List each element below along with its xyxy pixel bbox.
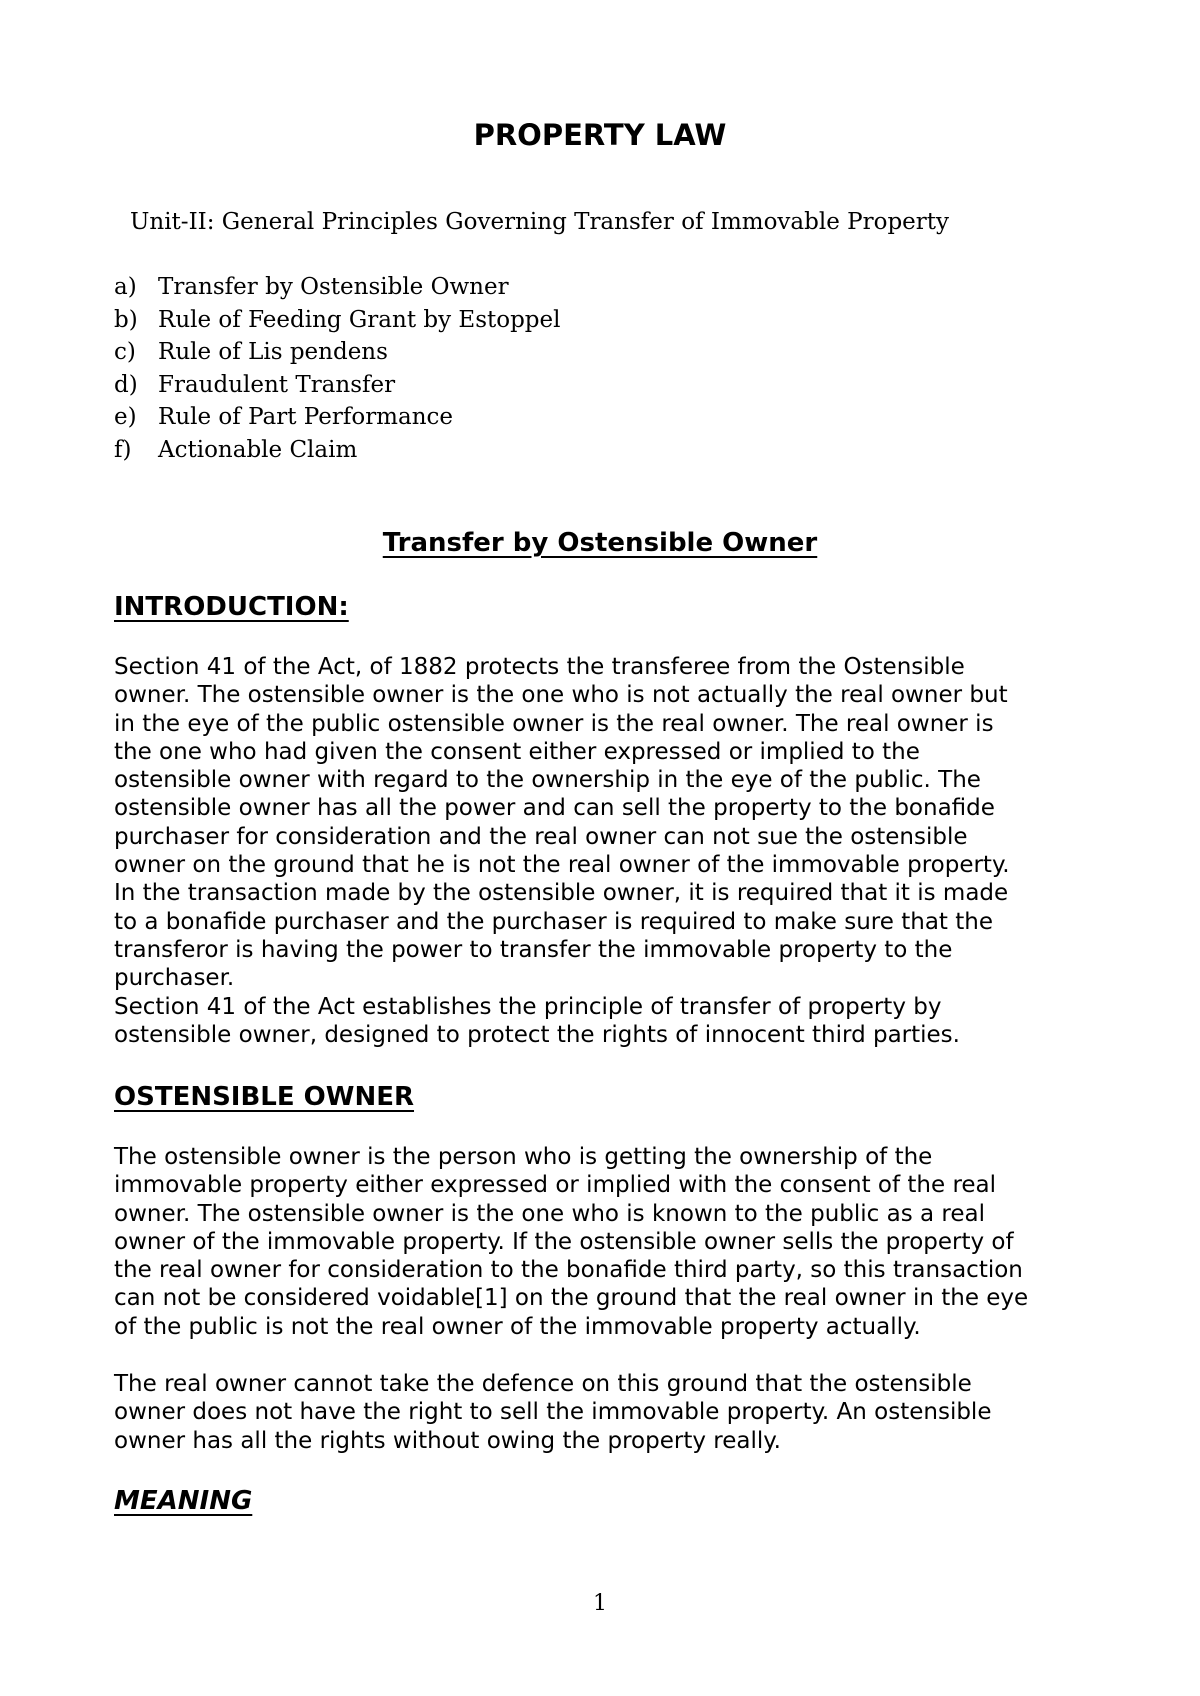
topic-list (114, 271, 561, 466)
text-line: owner has all the rights without owing the property really. (114, 1427, 781, 1454)
text-line: immovable property either expressed or implied with the consent of the real (114, 1172, 997, 1199)
text-line: the one who had given the consent either expressed or implied to the (114, 738, 920, 765)
list-item-label: Actionable Claim (158, 436, 358, 463)
document-title: PROPERTY LAW (473, 118, 727, 152)
text-line: owner on the ground that he is not the real owner of the immovable property. (114, 852, 1010, 879)
text-line: Section 41 of the Act establishes the principle of transfer of property by (114, 993, 942, 1020)
text-line: purchaser. (114, 965, 235, 992)
text-line: ostensible owner, designed to protect the rights of innocent third parties. (114, 1021, 960, 1048)
text-line: ostensible owner with regard to the ownership in the eye of the public. The (114, 767, 981, 794)
text-line: ostensible owner has all the power and can sell the property to the bonafide (114, 795, 995, 822)
introduction-heading: INTRODUCTION: (114, 592, 349, 622)
list-item-marker: d) (114, 371, 138, 398)
list-item (114, 271, 561, 304)
list-item-label: Fraudulent Transfer (158, 371, 396, 398)
list-item-label: Transfer by Ostensible Owner (158, 274, 509, 300)
unit-subtitle: Unit-II: General Principles Governing Transfer of Immovable Property (130, 209, 950, 235)
list-item (114, 336, 561, 369)
list-item-marker: a) (114, 274, 137, 300)
text-line: transferor is having the power to transfer the immovable property to the (114, 936, 953, 963)
list-item-marker: f) (114, 436, 132, 463)
introduction-paragraph (114, 653, 1114, 1049)
list-item-marker: b) (114, 306, 138, 333)
list-item (114, 304, 561, 337)
text-line: the real owner for consideration to the bonafide third party, so this transaction (114, 1257, 1023, 1284)
list-item-label: Rule of Feeding Grant by Estoppel (158, 306, 561, 333)
list-item-marker: c) (114, 339, 136, 365)
text-line: In the transaction made by the ostensible owner, it is required that it is made (114, 880, 1009, 907)
list-item-marker: e) (114, 404, 137, 430)
text-line: of the public is not the real owner of the immovable property actually. (114, 1313, 921, 1340)
text-line: can not be considered voidable[1] on the ground that the real owner in the eye (114, 1285, 1029, 1312)
ostensible-owner-paragraph-2 (114, 1370, 1114, 1455)
text-line: owner. The ostensible owner is the one who is known to the public as a real (114, 1200, 985, 1227)
list-item-label: Rule of Part Performance (158, 404, 454, 430)
text-line: owner. The ostensible owner is the one who is not actually the real owner but (114, 682, 1008, 709)
page-number: 1 (593, 1591, 607, 1616)
text-line: The ostensible owner is the person who is getting the ownership of the (114, 1144, 933, 1170)
text-line: in the eye of the public ostensible owner is the real owner. The real owner is (114, 710, 994, 737)
list-item (114, 369, 561, 402)
text-line: to a bonafide purchaser and the purchaser is required to make sure that the (114, 908, 993, 935)
list-item (114, 401, 561, 434)
text-line: Section 41 of the Act, of 1882 protects the transferee from the Ostensible (114, 654, 965, 680)
text-line: The real owner cannot take the defence on this ground that the ostensible (114, 1371, 972, 1397)
meaning-heading: MEANING (114, 1486, 253, 1516)
section-title: Transfer by Ostensible Owner (382, 528, 818, 558)
list-item (114, 434, 561, 467)
text-line: owner of the immovable property. If the ostensible owner sells the property of (114, 1228, 1014, 1255)
list-item-label: Rule of Lis pendens (158, 339, 388, 365)
ostensible-owner-paragraph-1 (114, 1143, 1114, 1341)
text-line: purchaser for consideration and the real owner can not sue the ostensible (114, 823, 968, 850)
text-line: owner does not have the right to sell the immovable property. An ostensible (114, 1399, 992, 1426)
ostensible-owner-heading: OSTENSIBLE OWNER (114, 1082, 415, 1112)
